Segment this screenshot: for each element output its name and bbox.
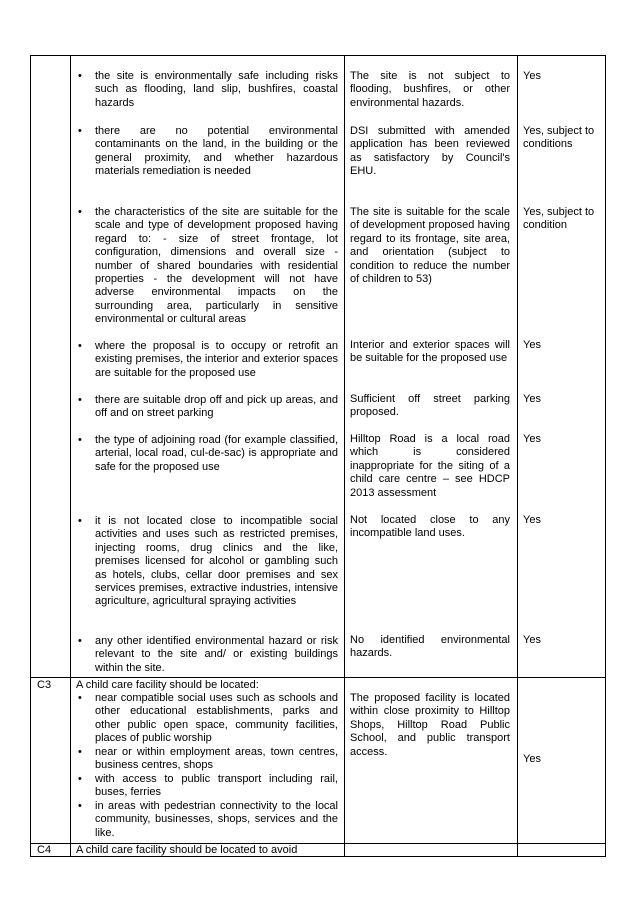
bullet-glyph: • bbox=[78, 692, 82, 704]
compliance-status: Yes, subject to conditions bbox=[523, 125, 595, 151]
compliance-status: Yes, subject to condition bbox=[523, 206, 595, 232]
criterion-text: where the proposal is to occupy or retrofit an existing premises, the interior and exterior spaces are suitable for the proposed use bbox=[95, 340, 338, 379]
c3-bullet-text: near or within employment areas, town centres, business centres, shops bbox=[95, 746, 338, 772]
bullet-glyph: • bbox=[78, 635, 82, 647]
assessment-comment: Sufficient off street parking proposed. bbox=[350, 393, 510, 419]
column-border-left bbox=[30, 55, 31, 857]
criterion-text: there are no potential environmental contaminants on the land, in the building or the general proximity, and whether hazardous materials remediation is needed bbox=[95, 125, 338, 178]
bullet-glyph: • bbox=[78, 206, 82, 218]
c3-intro: A child care facility should be located: bbox=[76, 679, 259, 691]
assessment-comment: The proposed facility is located within close proximity to Hilltop Shops, Hilltop Road Public School, and public transport access. bbox=[350, 692, 510, 758]
bullet-glyph: • bbox=[78, 394, 82, 406]
compliance-status: Yes bbox=[523, 753, 541, 765]
column-border-2 bbox=[344, 55, 345, 857]
assessment-comment: Not located close to any incompatible land uses. bbox=[350, 514, 510, 540]
criterion-text: the site is environmentally safe including risks such as flooding, land slip, bushfires, coastal hazards bbox=[95, 70, 338, 109]
criterion-text: there are suitable drop off and pick up areas, and off and on street parking bbox=[95, 394, 338, 420]
compliance-status: Yes bbox=[523, 339, 541, 351]
row-divider-c3 bbox=[30, 677, 606, 678]
c3-bullet-text: near compatible social uses such as schools and other educational establishments, parks and other public open space, community facilities, places of public worship bbox=[95, 692, 338, 745]
c3-bullet-text: in areas with pedestrian connectivity to the local community, businesses, shops, services and the like. bbox=[95, 800, 338, 839]
compliance-status: Yes bbox=[523, 433, 541, 445]
criterion-text: it is not located close to incompatible social activities and uses such as restricted premises, injecting rooms, drug clinics and the like, premises licensed for alcohol or gambling such as hotels, clubs, cellar door premises and sex services premises, extractive industries, intensive agriculture, agricultural spraying activities bbox=[95, 515, 338, 608]
assessment-comment: The site is not subject to flooding, bushfires, or other environmental hazards. bbox=[350, 70, 510, 109]
criterion-text: any other identified environmental hazard or risk relevant to the site and/ or existing buildings within the site. bbox=[95, 635, 338, 674]
compliance-status: Yes bbox=[523, 70, 541, 82]
assessment-comment: DSI submitted with amended application has been reviewed as satisfactory by Council's EHU. bbox=[350, 125, 510, 178]
assessment-comment: The site is suitable for the scale of development proposed having regard to its frontage, site area, and orientation (subject to condition to reduce the number of children to 53) bbox=[350, 206, 510, 286]
compliance-status: Yes bbox=[523, 393, 541, 405]
criterion-text: the type of adjoining road (for example classified, arterial, local road, cul-de-sac) is appropriate and safe for the proposed use bbox=[95, 434, 338, 473]
compliance-status: Yes bbox=[523, 634, 541, 646]
bullet-glyph: • bbox=[78, 515, 82, 527]
criterion-text: the characteristics of the site are suitable for the scale and type of development proposed having regard to: - size of street frontage, lot configuration, dimensions and overall size - number of shared boundaries with residential properties - the development will not have adverse environmental impacts on the surrounding area, particularly in sensitive environmental or cultural areas bbox=[95, 206, 338, 326]
assessment-comment: No identified environmental hazards. bbox=[350, 634, 510, 660]
control-id-c4: C4 bbox=[37, 844, 52, 856]
bullet-glyph: • bbox=[78, 746, 82, 758]
bullet-glyph: • bbox=[78, 800, 82, 812]
column-border-3 bbox=[517, 55, 518, 857]
assessment-comment: Interior and exterior spaces will be suitable for the proposed use bbox=[350, 339, 510, 365]
bullet-glyph: • bbox=[78, 434, 82, 446]
c3-bullet-text: with access to public transport including rail, buses, ferries bbox=[95, 773, 338, 799]
bullet-glyph: • bbox=[78, 340, 82, 352]
column-border-right bbox=[605, 55, 606, 857]
assessment-comment: Hilltop Road is a local road which is considered inappropriate for the siting of a child care centre – see HDCP 2013 assessment bbox=[350, 433, 510, 499]
c4-intro: A child care facility should be located to avoid bbox=[76, 844, 298, 856]
control-id-c3: C3 bbox=[37, 679, 52, 691]
compliance-status: Yes bbox=[523, 514, 541, 526]
table-top-border bbox=[30, 55, 606, 56]
bullet-glyph: • bbox=[78, 125, 82, 137]
bullet-glyph: • bbox=[78, 773, 82, 785]
bullet-glyph: • bbox=[78, 70, 82, 82]
column-border-1 bbox=[70, 55, 71, 857]
